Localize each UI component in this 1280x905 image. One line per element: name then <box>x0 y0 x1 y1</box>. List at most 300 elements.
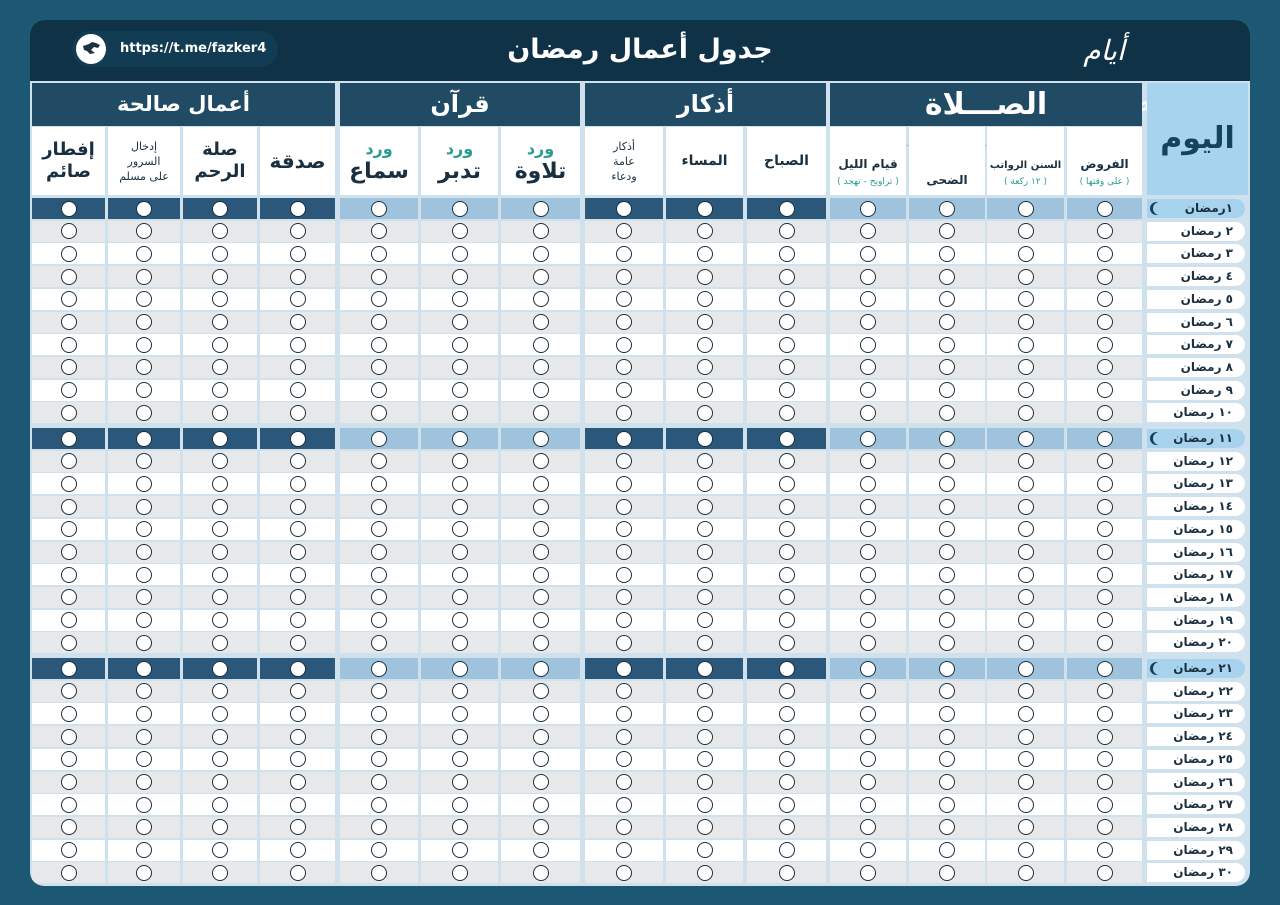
check-circle[interactable] <box>371 589 387 605</box>
check-circle[interactable] <box>1097 612 1113 628</box>
check-circle[interactable] <box>533 589 549 605</box>
check-circle[interactable] <box>452 453 468 469</box>
check-circle[interactable] <box>697 337 713 353</box>
check-circle[interactable] <box>533 431 549 447</box>
check-circle[interactable] <box>212 499 228 515</box>
check-circle[interactable] <box>212 246 228 262</box>
check-circle[interactable] <box>61 314 77 330</box>
check-circle[interactable] <box>1097 405 1113 421</box>
check-circle[interactable] <box>61 706 77 722</box>
check-circle[interactable] <box>860 223 876 239</box>
check-circle[interactable] <box>290 476 306 492</box>
check-circle[interactable] <box>779 499 795 515</box>
check-circle[interactable] <box>1097 797 1113 813</box>
check-circle[interactable] <box>1097 521 1113 537</box>
check-circle[interactable] <box>1018 453 1034 469</box>
check-circle[interactable] <box>290 589 306 605</box>
check-circle[interactable] <box>61 476 77 492</box>
check-circle[interactable] <box>1018 683 1034 699</box>
check-circle[interactable] <box>452 729 468 745</box>
check-circle[interactable] <box>779 359 795 375</box>
check-circle[interactable] <box>452 337 468 353</box>
check-circle[interactable] <box>860 567 876 583</box>
check-circle[interactable] <box>860 729 876 745</box>
check-circle[interactable] <box>1097 476 1113 492</box>
check-circle[interactable] <box>452 269 468 285</box>
check-circle[interactable] <box>61 359 77 375</box>
check-circle[interactable] <box>779 751 795 767</box>
check-circle[interactable] <box>533 729 549 745</box>
check-circle[interactable] <box>290 382 306 398</box>
check-circle[interactable] <box>212 683 228 699</box>
check-circle[interactable] <box>290 729 306 745</box>
check-circle[interactable] <box>860 453 876 469</box>
check-circle[interactable] <box>212 453 228 469</box>
check-circle[interactable] <box>939 269 955 285</box>
check-circle[interactable] <box>371 431 387 447</box>
check-circle[interactable] <box>371 797 387 813</box>
check-circle[interactable] <box>1097 544 1113 560</box>
check-circle[interactable] <box>616 683 632 699</box>
check-circle[interactable] <box>697 405 713 421</box>
check-circle[interactable] <box>371 635 387 651</box>
check-circle[interactable] <box>616 453 632 469</box>
check-circle[interactable] <box>1018 405 1034 421</box>
check-circle[interactable] <box>779 382 795 398</box>
check-circle[interactable] <box>779 729 795 745</box>
check-circle[interactable] <box>533 269 549 285</box>
check-circle[interactable] <box>860 201 876 217</box>
check-circle[interactable] <box>61 337 77 353</box>
check-circle[interactable] <box>290 683 306 699</box>
check-circle[interactable] <box>616 589 632 605</box>
check-circle[interactable] <box>939 337 955 353</box>
check-circle[interactable] <box>939 544 955 560</box>
check-circle[interactable] <box>371 453 387 469</box>
check-circle[interactable] <box>779 865 795 881</box>
check-circle[interactable] <box>61 612 77 628</box>
check-circle[interactable] <box>61 405 77 421</box>
check-circle[interactable] <box>371 706 387 722</box>
check-circle[interactable] <box>860 683 876 699</box>
check-circle[interactable] <box>212 201 228 217</box>
check-circle[interactable] <box>371 865 387 881</box>
check-circle[interactable] <box>533 661 549 677</box>
check-circle[interactable] <box>779 269 795 285</box>
check-circle[interactable] <box>533 291 549 307</box>
check-circle[interactable] <box>61 223 77 239</box>
check-circle[interactable] <box>779 819 795 835</box>
check-circle[interactable] <box>371 661 387 677</box>
check-circle[interactable] <box>212 314 228 330</box>
check-circle[interactable] <box>616 751 632 767</box>
check-circle[interactable] <box>212 635 228 651</box>
check-circle[interactable] <box>860 521 876 537</box>
check-circle[interactable] <box>136 269 152 285</box>
check-circle[interactable] <box>697 544 713 560</box>
check-circle[interactable] <box>697 431 713 447</box>
check-circle[interactable] <box>697 774 713 790</box>
check-circle[interactable] <box>697 589 713 605</box>
check-circle[interactable] <box>616 431 632 447</box>
check-circle[interactable] <box>1018 269 1034 285</box>
check-circle[interactable] <box>533 544 549 560</box>
check-circle[interactable] <box>61 751 77 767</box>
check-circle[interactable] <box>939 661 955 677</box>
check-circle[interactable] <box>212 521 228 537</box>
check-circle[interactable] <box>779 774 795 790</box>
check-circle[interactable] <box>939 476 955 492</box>
check-circle[interactable] <box>939 751 955 767</box>
check-circle[interactable] <box>860 612 876 628</box>
check-circle[interactable] <box>533 499 549 515</box>
check-circle[interactable] <box>697 751 713 767</box>
check-circle[interactable] <box>697 612 713 628</box>
check-circle[interactable] <box>1097 431 1113 447</box>
check-circle[interactable] <box>452 314 468 330</box>
check-circle[interactable] <box>616 797 632 813</box>
check-circle[interactable] <box>1018 431 1034 447</box>
check-circle[interactable] <box>1018 797 1034 813</box>
check-circle[interactable] <box>290 431 306 447</box>
check-circle[interactable] <box>860 774 876 790</box>
check-circle[interactable] <box>697 819 713 835</box>
check-circle[interactable] <box>939 314 955 330</box>
check-circle[interactable] <box>371 291 387 307</box>
check-circle[interactable] <box>1097 842 1113 858</box>
check-circle[interactable] <box>290 819 306 835</box>
check-circle[interactable] <box>533 476 549 492</box>
check-circle[interactable] <box>136 314 152 330</box>
check-circle[interactable] <box>779 314 795 330</box>
check-circle[interactable] <box>1018 567 1034 583</box>
check-circle[interactable] <box>371 544 387 560</box>
check-circle[interactable] <box>1097 706 1113 722</box>
check-circle[interactable] <box>61 683 77 699</box>
check-circle[interactable] <box>290 706 306 722</box>
check-circle[interactable] <box>452 405 468 421</box>
check-circle[interactable] <box>779 612 795 628</box>
check-circle[interactable] <box>697 797 713 813</box>
check-circle[interactable] <box>452 661 468 677</box>
check-circle[interactable] <box>533 706 549 722</box>
check-circle[interactable] <box>533 337 549 353</box>
check-circle[interactable] <box>616 201 632 217</box>
check-circle[interactable] <box>290 269 306 285</box>
check-circle[interactable] <box>697 842 713 858</box>
check-circle[interactable] <box>779 453 795 469</box>
check-circle[interactable] <box>212 774 228 790</box>
check-circle[interactable] <box>136 223 152 239</box>
check-circle[interactable] <box>860 819 876 835</box>
check-circle[interactable] <box>212 819 228 835</box>
check-circle[interactable] <box>371 201 387 217</box>
check-circle[interactable] <box>212 612 228 628</box>
check-circle[interactable] <box>779 661 795 677</box>
check-circle[interactable] <box>779 706 795 722</box>
check-circle[interactable] <box>616 382 632 398</box>
check-circle[interactable] <box>371 567 387 583</box>
check-circle[interactable] <box>616 865 632 881</box>
check-circle[interactable] <box>136 751 152 767</box>
check-circle[interactable] <box>860 431 876 447</box>
check-circle[interactable] <box>1097 453 1113 469</box>
check-circle[interactable] <box>371 729 387 745</box>
check-circle[interactable] <box>371 751 387 767</box>
check-circle[interactable] <box>136 612 152 628</box>
check-circle[interactable] <box>1018 499 1034 515</box>
check-circle[interactable] <box>860 246 876 262</box>
check-circle[interactable] <box>212 865 228 881</box>
check-circle[interactable] <box>533 797 549 813</box>
check-circle[interactable] <box>616 612 632 628</box>
check-circle[interactable] <box>533 201 549 217</box>
check-circle[interactable] <box>212 476 228 492</box>
check-circle[interactable] <box>779 683 795 699</box>
check-circle[interactable] <box>371 499 387 515</box>
check-circle[interactable] <box>939 797 955 813</box>
check-circle[interactable] <box>61 819 77 835</box>
check-circle[interactable] <box>136 729 152 745</box>
check-circle[interactable] <box>290 544 306 560</box>
check-circle[interactable] <box>61 635 77 651</box>
check-circle[interactable] <box>136 453 152 469</box>
check-circle[interactable] <box>1018 291 1034 307</box>
check-circle[interactable] <box>697 359 713 375</box>
check-circle[interactable] <box>860 544 876 560</box>
check-circle[interactable] <box>1097 246 1113 262</box>
check-circle[interactable] <box>136 521 152 537</box>
check-circle[interactable] <box>533 635 549 651</box>
check-circle[interactable] <box>452 774 468 790</box>
check-circle[interactable] <box>212 405 228 421</box>
check-circle[interactable] <box>939 223 955 239</box>
check-circle[interactable] <box>697 865 713 881</box>
check-circle[interactable] <box>939 201 955 217</box>
check-circle[interactable] <box>290 314 306 330</box>
check-circle[interactable] <box>136 337 152 353</box>
check-circle[interactable] <box>939 774 955 790</box>
check-circle[interactable] <box>939 291 955 307</box>
check-circle[interactable] <box>61 774 77 790</box>
check-circle[interactable] <box>452 751 468 767</box>
check-circle[interactable] <box>533 751 549 767</box>
check-circle[interactable] <box>533 314 549 330</box>
check-circle[interactable] <box>61 246 77 262</box>
check-circle[interactable] <box>697 635 713 651</box>
check-circle[interactable] <box>136 476 152 492</box>
check-circle[interactable] <box>697 453 713 469</box>
check-circle[interactable] <box>1097 499 1113 515</box>
check-circle[interactable] <box>860 635 876 651</box>
check-circle[interactable] <box>697 499 713 515</box>
check-circle[interactable] <box>212 589 228 605</box>
check-circle[interactable] <box>61 729 77 745</box>
check-circle[interactable] <box>452 223 468 239</box>
check-circle[interactable] <box>939 865 955 881</box>
check-circle[interactable] <box>1097 865 1113 881</box>
check-circle[interactable] <box>616 269 632 285</box>
check-circle[interactable] <box>371 683 387 699</box>
check-circle[interactable] <box>452 246 468 262</box>
check-circle[interactable] <box>212 291 228 307</box>
check-circle[interactable] <box>371 521 387 537</box>
check-circle[interactable] <box>939 612 955 628</box>
check-circle[interactable] <box>61 382 77 398</box>
check-circle[interactable] <box>779 521 795 537</box>
check-circle[interactable] <box>616 661 632 677</box>
check-circle[interactable] <box>779 246 795 262</box>
check-circle[interactable] <box>860 269 876 285</box>
check-circle[interactable] <box>939 521 955 537</box>
check-circle[interactable] <box>1018 359 1034 375</box>
check-circle[interactable] <box>290 612 306 628</box>
check-circle[interactable] <box>136 246 152 262</box>
check-circle[interactable] <box>616 476 632 492</box>
check-circle[interactable] <box>452 589 468 605</box>
check-circle[interactable] <box>290 521 306 537</box>
check-circle[interactable] <box>61 661 77 677</box>
check-circle[interactable] <box>860 751 876 767</box>
check-circle[interactable] <box>616 706 632 722</box>
check-circle[interactable] <box>860 706 876 722</box>
check-circle[interactable] <box>1097 382 1113 398</box>
check-circle[interactable] <box>1097 359 1113 375</box>
check-circle[interactable] <box>860 405 876 421</box>
check-circle[interactable] <box>779 635 795 651</box>
check-circle[interactable] <box>371 842 387 858</box>
check-circle[interactable] <box>452 797 468 813</box>
check-circle[interactable] <box>290 223 306 239</box>
check-circle[interactable] <box>1097 223 1113 239</box>
check-circle[interactable] <box>1018 865 1034 881</box>
check-circle[interactable] <box>697 567 713 583</box>
check-circle[interactable] <box>779 223 795 239</box>
check-circle[interactable] <box>616 359 632 375</box>
check-circle[interactable] <box>1097 269 1113 285</box>
check-circle[interactable] <box>616 246 632 262</box>
check-circle[interactable] <box>136 359 152 375</box>
check-circle[interactable] <box>533 612 549 628</box>
check-circle[interactable] <box>939 453 955 469</box>
check-circle[interactable] <box>939 842 955 858</box>
check-circle[interactable] <box>290 751 306 767</box>
check-circle[interactable] <box>533 567 549 583</box>
check-circle[interactable] <box>939 382 955 398</box>
check-circle[interactable] <box>136 635 152 651</box>
check-circle[interactable] <box>136 567 152 583</box>
check-circle[interactable] <box>697 661 713 677</box>
check-circle[interactable] <box>1018 635 1034 651</box>
check-circle[interactable] <box>1018 476 1034 492</box>
check-circle[interactable] <box>533 382 549 398</box>
check-circle[interactable] <box>1097 683 1113 699</box>
check-circle[interactable] <box>1097 819 1113 835</box>
check-circle[interactable] <box>136 499 152 515</box>
check-circle[interactable] <box>1018 201 1034 217</box>
check-circle[interactable] <box>779 337 795 353</box>
check-circle[interactable] <box>371 223 387 239</box>
check-circle[interactable] <box>1097 729 1113 745</box>
check-circle[interactable] <box>697 683 713 699</box>
check-circle[interactable] <box>452 612 468 628</box>
check-circle[interactable] <box>616 337 632 353</box>
check-circle[interactable] <box>212 544 228 560</box>
check-circle[interactable] <box>860 589 876 605</box>
check-circle[interactable] <box>290 774 306 790</box>
check-circle[interactable] <box>371 612 387 628</box>
check-circle[interactable] <box>136 431 152 447</box>
check-circle[interactable] <box>371 246 387 262</box>
check-circle[interactable] <box>939 246 955 262</box>
check-circle[interactable] <box>779 201 795 217</box>
check-circle[interactable] <box>212 567 228 583</box>
check-circle[interactable] <box>860 476 876 492</box>
check-circle[interactable] <box>1018 544 1034 560</box>
check-circle[interactable] <box>452 819 468 835</box>
check-circle[interactable] <box>452 521 468 537</box>
check-circle[interactable] <box>1018 223 1034 239</box>
check-circle[interactable] <box>533 683 549 699</box>
check-circle[interactable] <box>371 382 387 398</box>
check-circle[interactable] <box>616 729 632 745</box>
check-circle[interactable] <box>290 661 306 677</box>
check-circle[interactable] <box>860 865 876 881</box>
check-circle[interactable] <box>1097 774 1113 790</box>
check-circle[interactable] <box>61 453 77 469</box>
check-circle[interactable] <box>533 223 549 239</box>
check-circle[interactable] <box>61 865 77 881</box>
check-circle[interactable] <box>1097 201 1113 217</box>
check-circle[interactable] <box>212 359 228 375</box>
check-circle[interactable] <box>1018 314 1034 330</box>
check-circle[interactable] <box>371 269 387 285</box>
check-circle[interactable] <box>1097 291 1113 307</box>
check-circle[interactable] <box>939 819 955 835</box>
check-circle[interactable] <box>61 431 77 447</box>
check-circle[interactable] <box>860 499 876 515</box>
check-circle[interactable] <box>371 476 387 492</box>
check-circle[interactable] <box>290 405 306 421</box>
check-circle[interactable] <box>136 382 152 398</box>
check-circle[interactable] <box>452 291 468 307</box>
check-circle[interactable] <box>939 431 955 447</box>
check-circle[interactable] <box>61 499 77 515</box>
check-circle[interactable] <box>860 382 876 398</box>
check-circle[interactable] <box>939 499 955 515</box>
check-circle[interactable] <box>616 521 632 537</box>
check-circle[interactable] <box>452 544 468 560</box>
check-circle[interactable] <box>452 431 468 447</box>
check-circle[interactable] <box>860 661 876 677</box>
check-circle[interactable] <box>452 382 468 398</box>
check-circle[interactable] <box>371 774 387 790</box>
check-circle[interactable] <box>136 291 152 307</box>
check-circle[interactable] <box>1097 589 1113 605</box>
check-circle[interactable] <box>939 567 955 583</box>
check-circle[interactable] <box>939 589 955 605</box>
check-circle[interactable] <box>1018 246 1034 262</box>
check-circle[interactable] <box>290 842 306 858</box>
check-circle[interactable] <box>616 635 632 651</box>
check-circle[interactable] <box>290 865 306 881</box>
check-circle[interactable] <box>939 405 955 421</box>
check-circle[interactable] <box>452 706 468 722</box>
check-circle[interactable] <box>136 201 152 217</box>
telegram-link[interactable] <box>72 31 278 67</box>
check-circle[interactable] <box>290 337 306 353</box>
check-circle[interactable] <box>371 314 387 330</box>
